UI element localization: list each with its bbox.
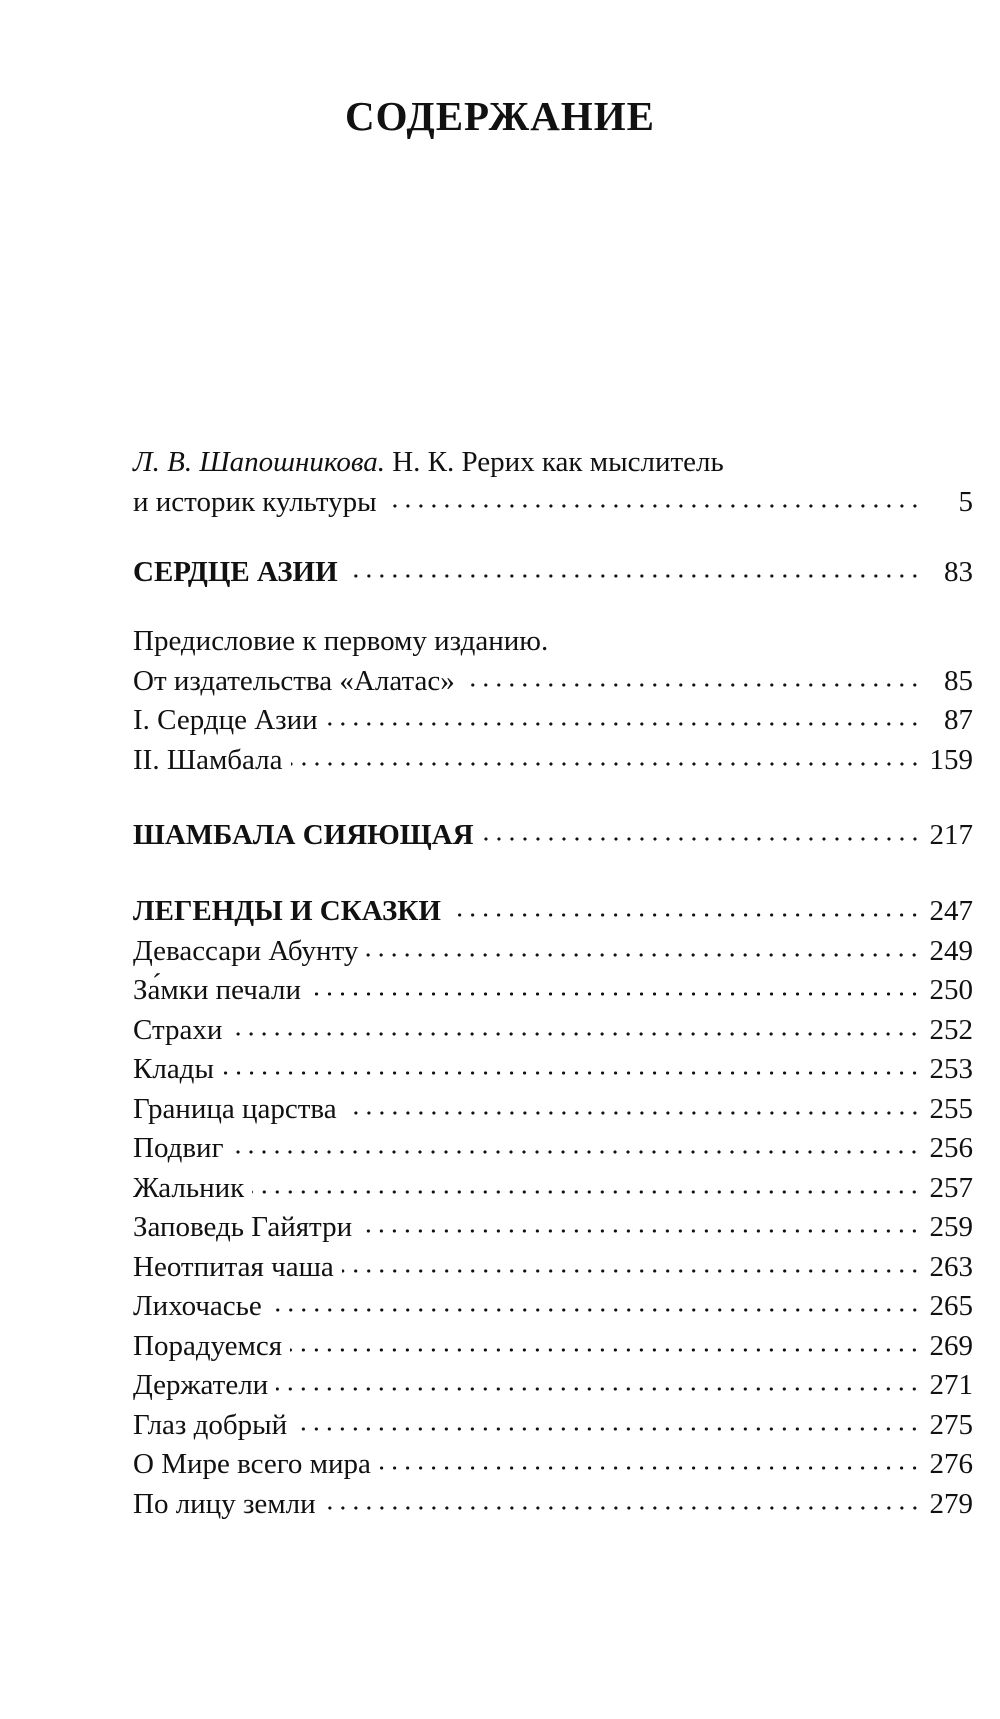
preface-line2: От издательства «Алатас» [133,664,455,697]
toc-entry[interactable] [133,1251,973,1291]
dot-leader [231,1147,921,1157]
page-title: СОДЕРЖАНИЕ [345,93,655,139]
toc-entry-intro-cont[interactable] [133,486,973,526]
toc-entry[interactable] [133,1409,973,1449]
dot-leader [345,1108,921,1118]
toc-entry[interactable] [133,1093,973,1133]
toc-entry[interactable] [133,974,973,1014]
toc-entry[interactable] [133,1132,973,1172]
toc-section-heading-shambala-siyayushchaya[interactable] [133,819,973,859]
toc-entry-label: Порадуемся [133,1329,283,1362]
dot-leader [482,834,921,844]
toc-entry-page-number: 265 [929,1290,973,1322]
toc-section-heading-serdtse-azii[interactable] [133,556,973,596]
toc-entry-page-number: 87 [944,704,973,736]
toc-entry[interactable] [133,744,973,784]
dot-leader [324,1503,921,1513]
toc-entry-page-number: 269 [929,1329,973,1362]
toc-entry[interactable] [133,1053,973,1093]
toc-entry-page-number: 257 [929,1171,973,1204]
toc-entry-page-number: 275 [929,1408,973,1441]
dot-leader [222,1068,921,1078]
toc-entry-label: Лихочасье [133,1290,262,1322]
section-heading: ШАМБАЛА СИЯЮЩАЯ [133,819,474,851]
table-of-contents [133,446,973,1527]
section-page-number: 247 [929,894,973,927]
dot-leader [276,1384,921,1394]
toc-entry-page-number: 250 [929,974,973,1006]
toc-entry-label: О Мире всего мира [133,1448,371,1480]
toc-entry-intro[interactable] [133,446,973,486]
toc-entry-page-number: 253 [929,1053,973,1085]
toc-entry[interactable] [133,1211,973,1251]
dot-leader [379,1463,921,1473]
toc-entry[interactable] [133,1290,973,1330]
toc-entry-label: По лицу земли [133,1487,316,1520]
section-heading: СЕРДЦЕ АЗИИ [133,555,338,588]
toc-entry-label: Страхи [133,1013,223,1046]
toc-entry[interactable] [133,1448,973,1488]
toc-entry-page-number: 276 [929,1448,973,1480]
toc-entry-label: I. Сердце Азии [133,704,318,736]
dot-leader [295,1424,921,1434]
toc-section-heading-legendy-i-skazki[interactable] [133,895,973,935]
intro-author: Л. В. Шапошникова. [133,446,385,478]
dot-leader [342,1266,921,1276]
toc-entry[interactable] [133,704,973,744]
toc-entry-label: II. Шамбала [133,743,283,776]
toc-entry[interactable] [133,1014,973,1054]
toc-entry-label: Глаз добрый [133,1408,288,1441]
dot-leader [309,989,921,999]
section-page-number: 217 [929,819,973,851]
dot-leader [385,501,921,511]
toc-entry-page-number: 271 [929,1369,973,1401]
toc-entry-preface-cont[interactable] [133,665,973,705]
toc-entry-page-number: 249 [929,934,973,967]
toc-entry-label: Жальник [133,1171,245,1204]
toc-entry-label: Подвиг [133,1132,224,1164]
toc-entry[interactable] [133,1369,973,1409]
dot-leader [230,1029,921,1039]
dot-leader [463,680,921,690]
toc-entry-page-number: 279 [929,1487,973,1520]
dot-leader [291,759,921,769]
toc-entry-page-number: 252 [929,1013,973,1046]
toc-entry-label: Клады [133,1053,214,1085]
section-page-number: 83 [944,555,973,588]
toc-entry-label: За́мки печали [133,974,301,1006]
preface-page-number: 85 [944,664,973,697]
toc-entry-label: Держатели [133,1369,269,1401]
preface-line1: Предисловие к первому изданию. [133,625,549,657]
dot-leader [326,719,921,729]
toc-entry-page-number: 263 [929,1250,973,1283]
toc-entry[interactable] [133,1172,973,1212]
toc-entry-label: Граница царства [133,1092,337,1125]
dot-leader [366,950,921,960]
toc-entry-label: Заповедь Гайятри [133,1211,353,1243]
dot-leader [360,1226,921,1236]
intro-title-line2: и историк культуры [133,486,377,518]
toc-entry[interactable] [133,1330,973,1370]
legend-list [133,935,973,1528]
dot-leader [449,910,921,920]
section-heading: ЛЕГЕНДЫ И СКАЗКИ [133,894,441,927]
toc-entry-label: Девассари Абунту [133,934,359,967]
intro-page-number: 5 [958,486,973,518]
dot-leader [252,1187,921,1197]
toc-entry-page-number: 259 [929,1211,973,1243]
toc-entry-page-number: 256 [929,1132,973,1164]
toc-entry-label: Неотпитая чаша [133,1250,334,1283]
toc-entry[interactable] [133,1488,973,1528]
dot-leader [290,1345,921,1355]
toc-entry[interactable] [133,935,973,975]
toc-entry-page-number: 159 [929,743,973,776]
toc-entry-preface[interactable] [133,625,973,665]
dot-leader [270,1305,921,1315]
dot-leader [346,571,921,581]
toc-entry-page-number: 255 [929,1092,973,1125]
intro-title-line1: Н. К. Рерих как мыслитель [392,446,724,478]
